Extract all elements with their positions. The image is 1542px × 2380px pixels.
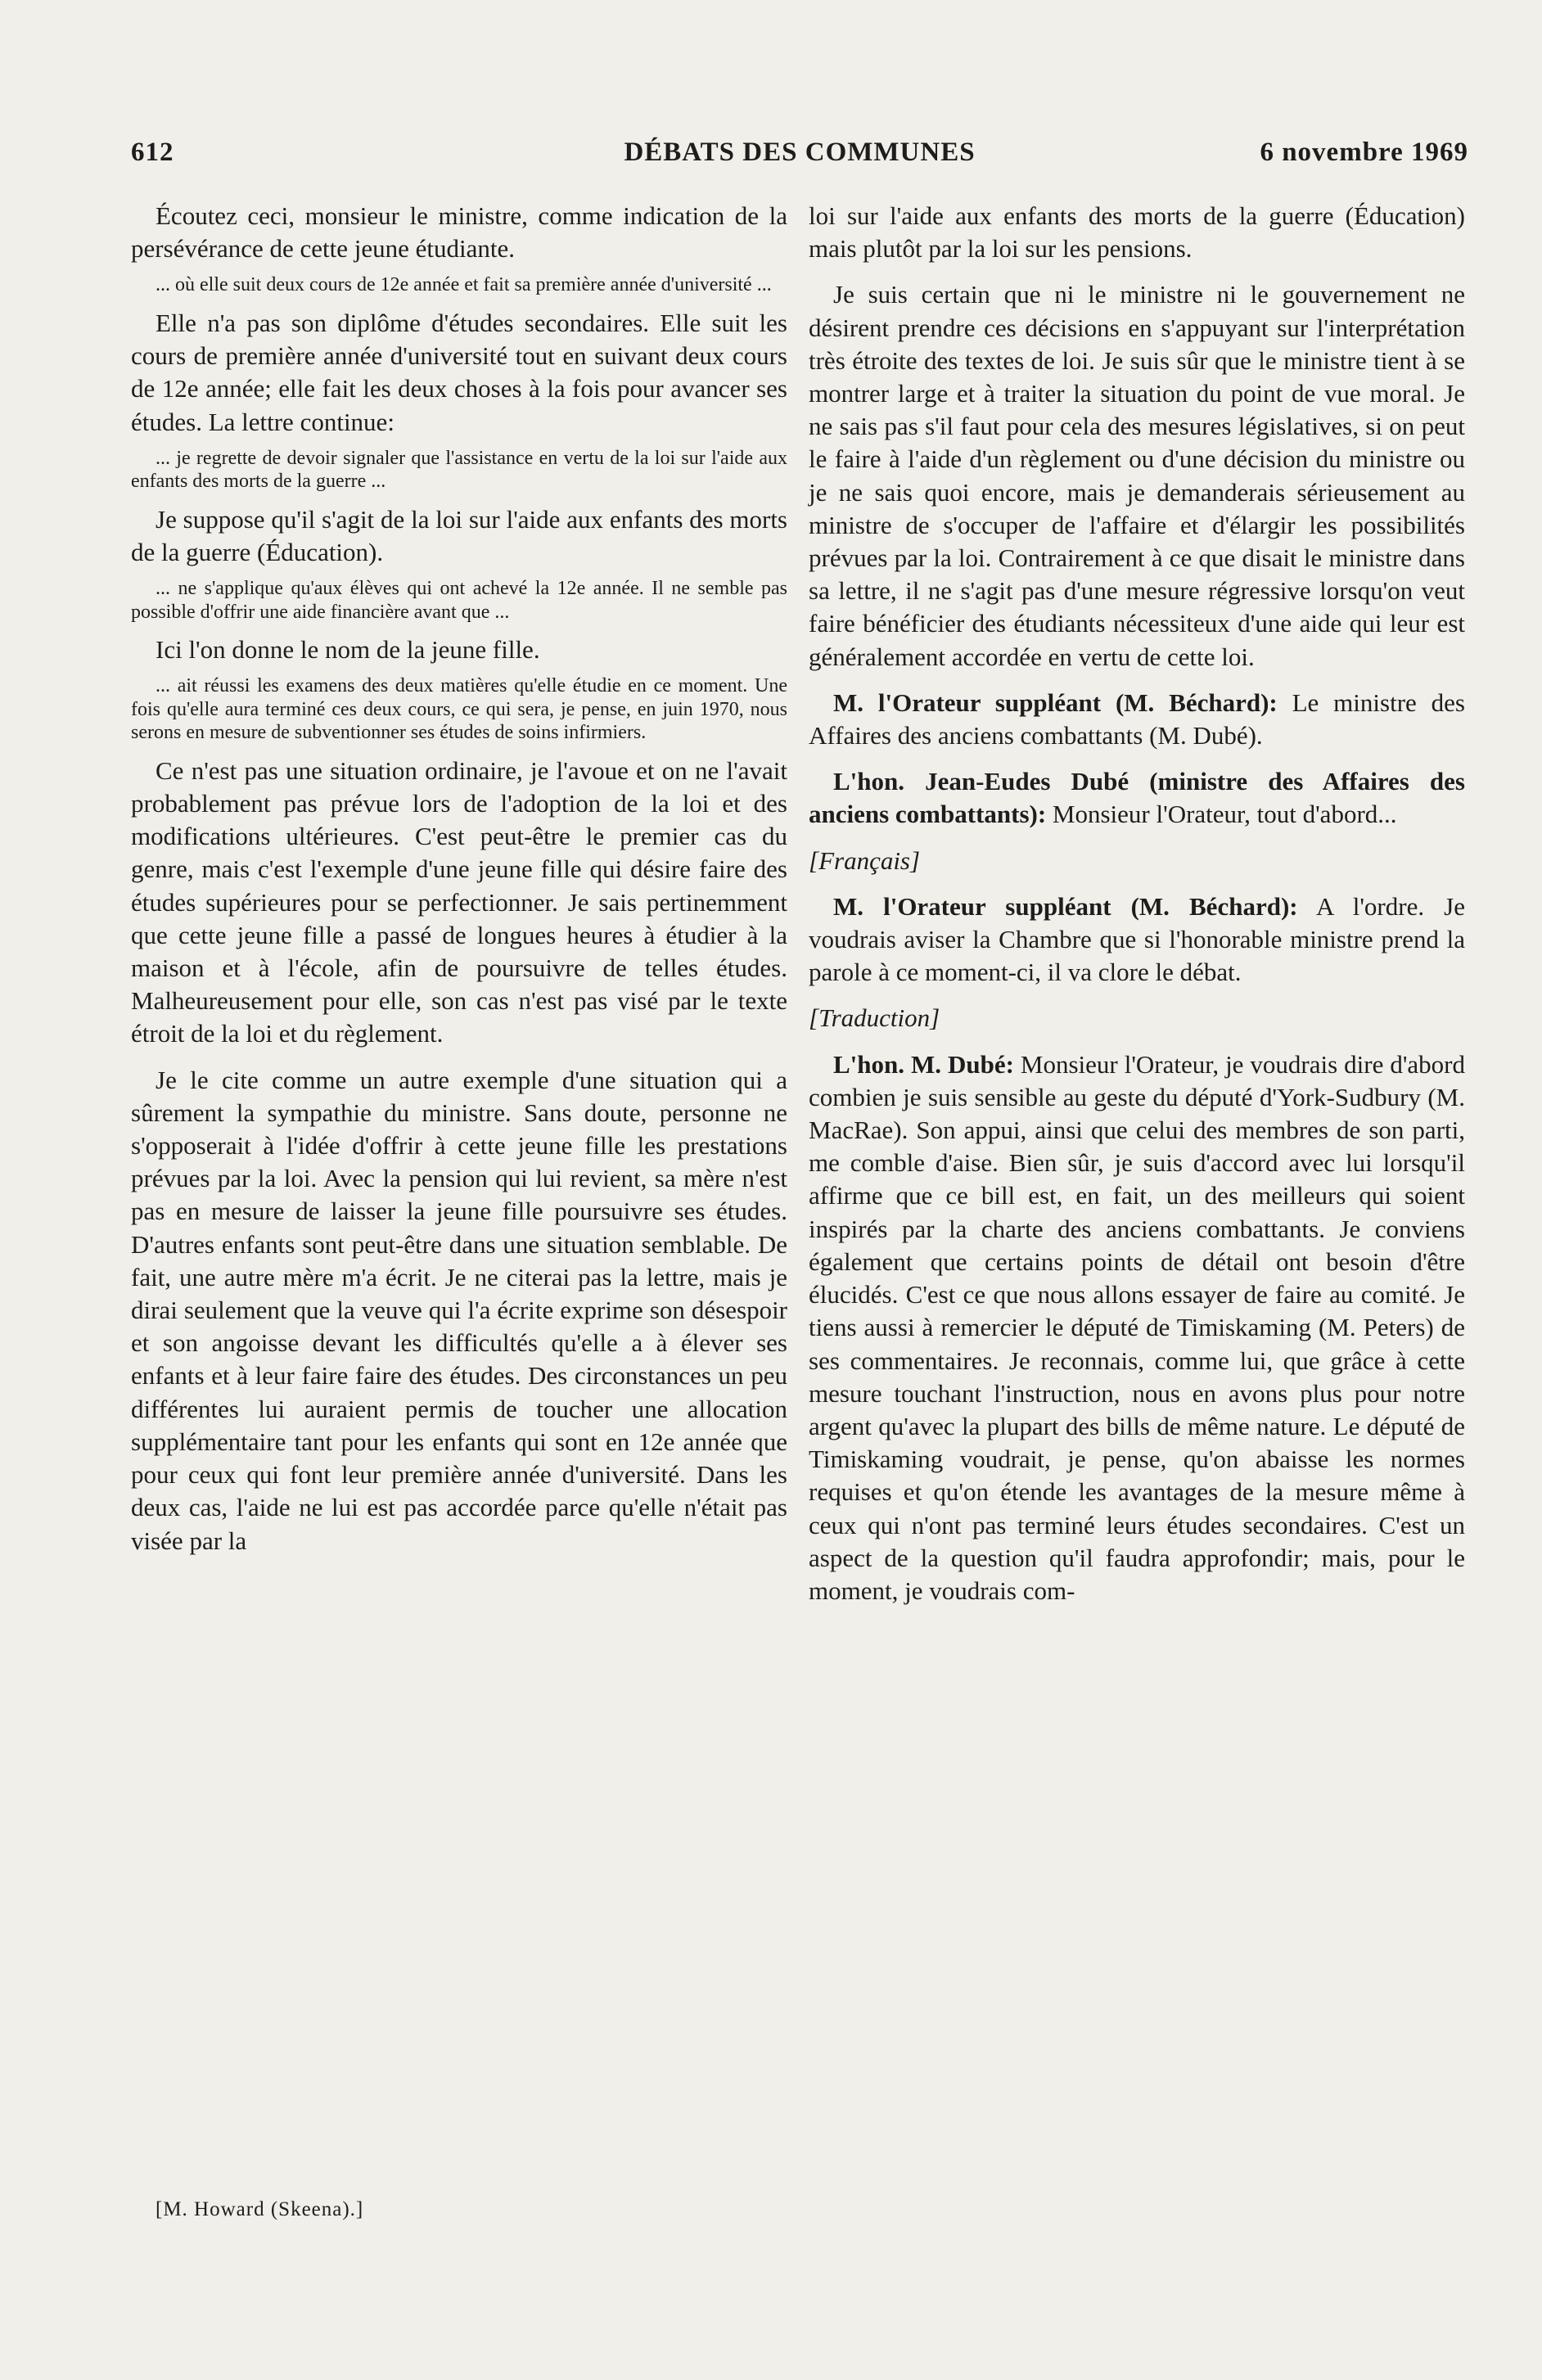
paragraph: Ici l'on donne le nom de la jeune fille.: [156, 635, 540, 665]
speech: [809, 687, 1465, 752]
quotation: ... ne s'applique qu'aux élèves qui ont achevé la 12e année. Il ne semble pas possible d'offrir une aide financière avant que ...: [131, 578, 787, 623]
paragraph: Je suis certain que ni le ministre ni le gouvernement ne désirent prendre ces décisions en s'appuyant sur l'interprétation très étroite des textes de loi. Je suis sûr que le ministre tient à se montrer large et à traiter la situation du point de vue moral. Je ne sais pas s'il faut pour cela des mesures législatives, si on peut le faire à l'aide d'un règlement ou d'une décision du ministre ou je ne sais quoi encore, mais je demanderais sérieusement au ministre de s'occuper de l'affaire et d'élargir les possibilités prévues par la loi. Contrairement à ce que disait le ministre dans sa lettre, il ne s'agit pas d'une mesure régressive lorsqu'on veut faire bénéficier des étudiants nécessiteux d'une aide qui leur est généralement accordée en vertu de cette loi.: [809, 280, 1465, 671]
speech-text: Monsieur l'Orateur, je voudrais dire d'abord combien je suis sensible au geste du député d'York-Sudbury (M. MacRae). Son appui, ainsi que celui des membres de son parti, me comble d'aise. Bien sûr, je suis d'accord avec lui lorsqu'il affirme que ce bill est, en fait, un des meilleurs qui soient inspirés par la charte des anciens combattants. Je conviens également que certains points de détail ont besoin d'être élucidés. C'est ce que nous allons essayer de faire au comité. Je tiens aussi à remercier le député de Timiskaming (M. Peters) de ses commentaires. Je reconnais, comme lui, que grâce à cette mesure touchant l'instruction, nous en avons plus pour notre argent qu'avec la plupart des bills de même nature. Le député de Timiskaming voudrait, je pense, qu'on abaisse les normes requises et qu'on étende les avantages de la mesure même à ceux qui n'ont pas terminé leurs études secondaires. C'est un aspect de la question qu'il faudra approfondir; mais, pour le moment, je voudrais com-: [809, 1049, 1465, 1605]
page-number: 612: [131, 137, 174, 167]
speaker-name: L'hon. M. Dubé:: [833, 1049, 1014, 1079]
speech: [809, 890, 1465, 989]
paragraph: Elle n'a pas son diplôme d'études secondaires. Elle suit les cours de première année d'université tout en suivant deux cours de 12e année; elle fait les deux choses à la fois pour avancer ses études. La lettre continue:: [131, 308, 787, 436]
speech-text: Monsieur l'Orateur, tout d'abord...: [1046, 800, 1397, 829]
paragraph: Je suppose qu'il s'agit de la loi sur l'aide aux enfants des morts de la guerre (Éducation).: [131, 504, 787, 566]
page-title: DÉBATS DES COMMUNES: [624, 137, 976, 167]
paragraph: Écoutez ceci, monsieur le ministre, comme indication de la persévérance de cette jeune étudiante.: [131, 201, 787, 264]
language-tag: [Français]: [809, 845, 921, 875]
quotation: ... ait réussi les examens des deux matières qu'elle étudie en ce moment. Une fois qu'elle aura terminé ces deux cours, ce qui sera, je pense, en juin 1970, nous serons en mesure de subventionner ses études de soins infirmiers.: [131, 675, 787, 744]
page-header: [131, 137, 1468, 178]
right-column: [809, 200, 1465, 1607]
footer-attribution: [M. Howard (Skeena).]: [156, 2198, 364, 2220]
speech-text: A l'ordre. Je voudrais aviser la Chambre que si l'honorable ministre prend la parole à ce moment-ci, il va clore le débat.: [809, 891, 1465, 987]
page-date: 6 novembre 1969: [1260, 137, 1468, 167]
language-tag: [Traduction]: [809, 1003, 940, 1033]
quotation: ... où elle suit deux cours de 12e année et fait sa première année d'université ...: [156, 274, 772, 296]
speech: [809, 1048, 1465, 1607]
speaker-name: M. l'Orateur suppléant (M. Béchard):: [833, 687, 1278, 717]
speech: [809, 765, 1465, 831]
paragraph: loi sur l'aide aux enfants des morts de la guerre (Éducation) mais plutôt par la loi sur les pensions.: [809, 201, 1465, 264]
speech-text: Le ministre des Affaires des anciens combattants (M. Dubé).: [809, 687, 1465, 751]
quotation: ... je regrette de devoir signaler que l'assistance en vertu de la loi sur l'aide aux enfants des morts de la guerre ...: [131, 447, 787, 493]
paragraph: Je le cite comme un autre exemple d'une situation qui a sûrement la sympathie du ministre. Sans doute, personne ne s'opposerait à l'idée d'offrir à cette jeune fille les prestations prévues par la loi. Avec la pension qui lui revient, sa mère n'est pas en mesure de laisser la jeune fille poursuivre ses études. D'autres enfants sont peut-être dans une situation semblable. De fait, une autre mère m'a écrit. Je ne citerai pas la lettre, mais je dirai seulement que la veuve qui l'a écrite exprime son désespoir et son angoisse devant les difficultés qu'elle a à élever ses enfants et à leur faire faire des études. Des circonstances un peu différentes lui auraient permis de toucher une allocation supplémentaire tant pour les enfants qui sont en 12e année que pour ceux qui font leur première année d'université. Dans les deux cas, l'aide ne lui est pas accordée parce qu'elle n'était pas visée par la: [131, 1065, 787, 1555]
left-column: [131, 200, 787, 1557]
speaker-name: L'hon. Jean-Eudes Dubé (ministre des Affaires des anciens combattants):: [809, 767, 1465, 829]
speaker-name: M. l'Orateur suppléant (M. Béchard):: [833, 891, 1298, 921]
paragraph: Ce n'est pas une situation ordinaire, je l'avoue et on ne l'avait probablement pas prévue lors de l'adoption de la loi et des modifications ultérieures. C'est peut-être le premier cas du genre, mais c'est l'exemple d'une jeune fille qui désire faire des études supérieures pour se perfectionner. Je sais pertinemment que cette jeune fille a passé de longues heures à étudier à la maison et à l'école, afin de poursuivre de telles études. Malheureusement pour elle, son cas n'est pas visé par le texte étroit de la loi et du règlement.: [131, 755, 787, 1048]
